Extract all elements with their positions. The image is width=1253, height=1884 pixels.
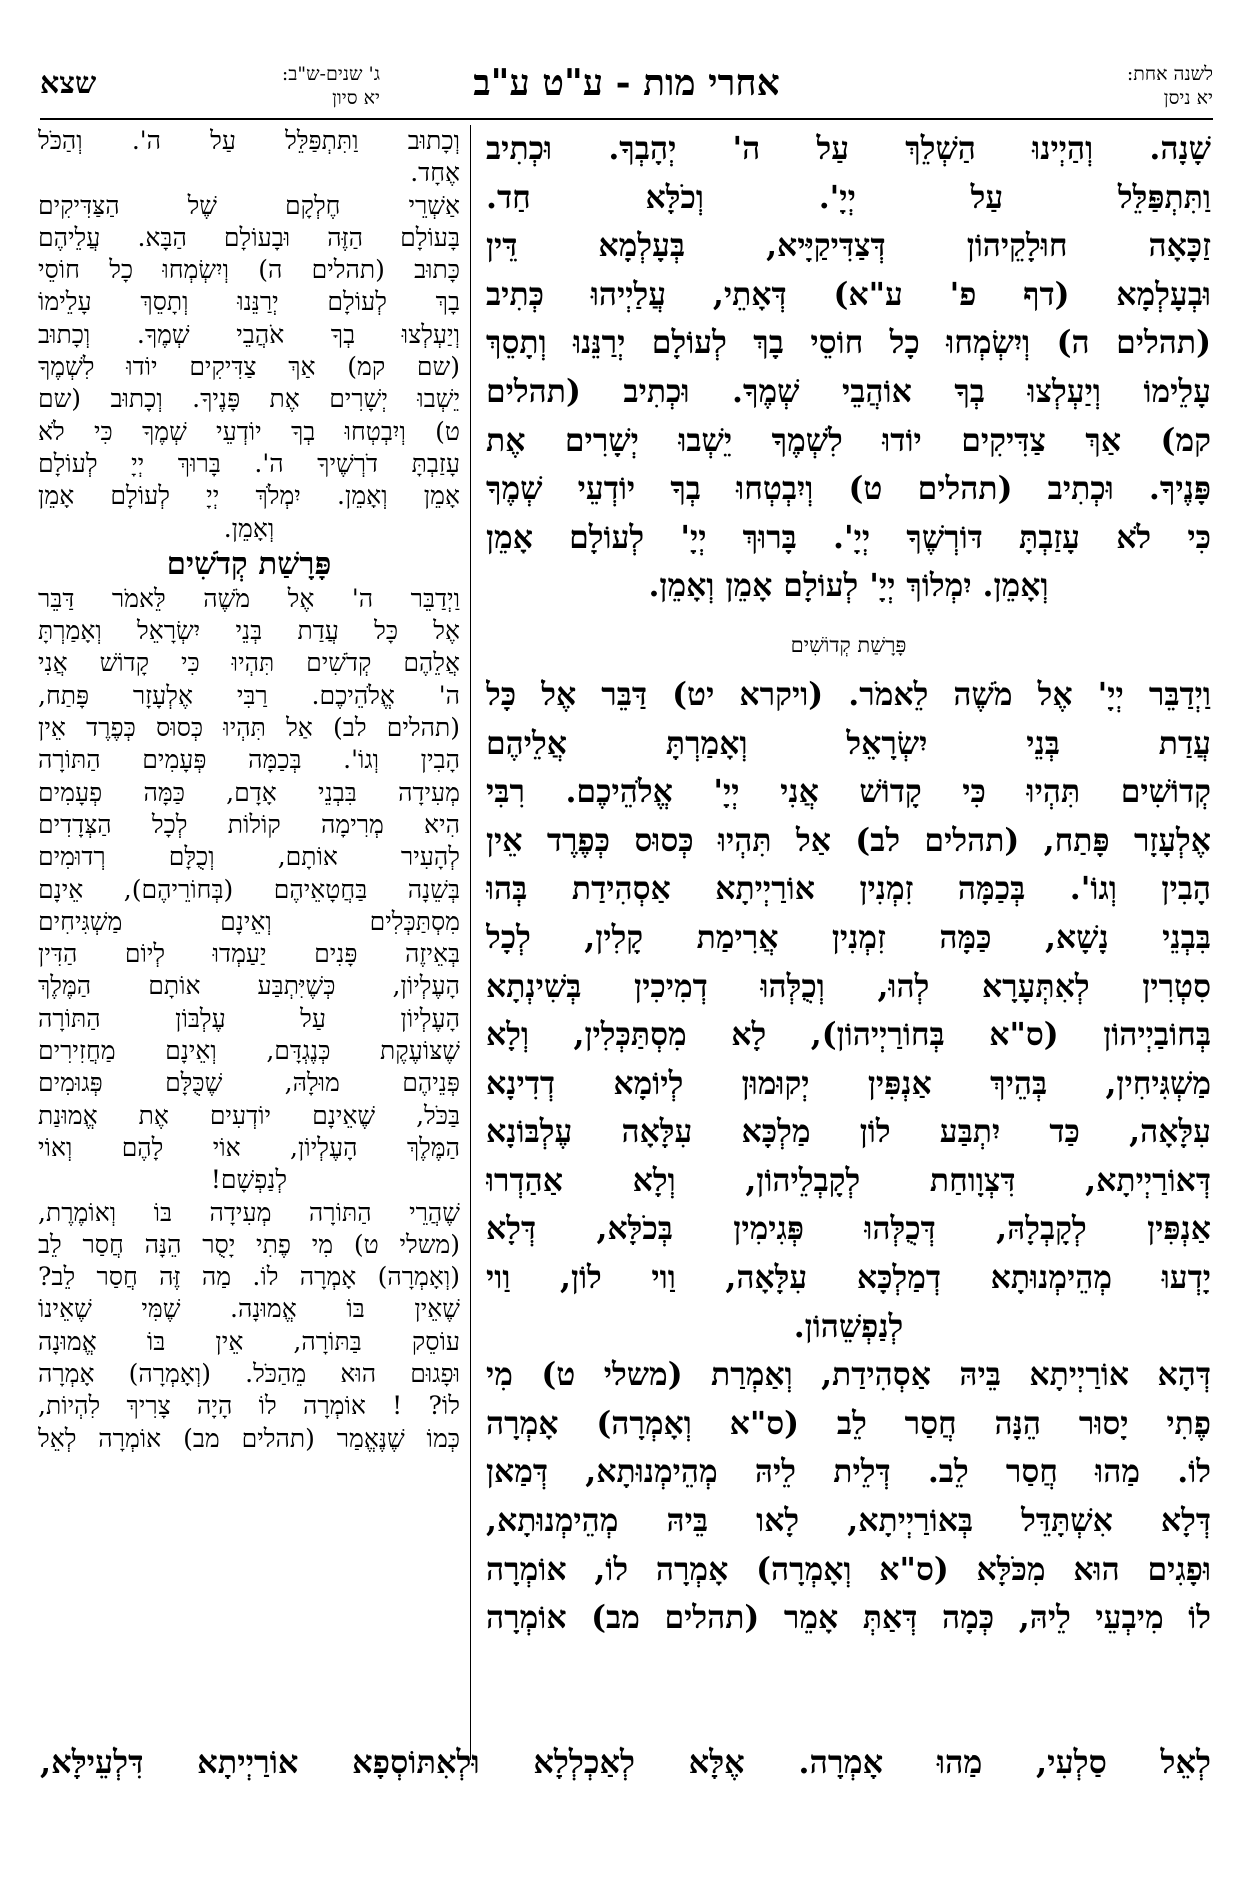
text-line: כִּי לֹא עָזַבְתָּ דּוֹרְשֶׁךָ יְיָ'. בָּרוּךְ יְיָ' לְעוֹלָם אָמֵן bbox=[486, 518, 1211, 556]
text-line: (משלי ט) מִי פֶתִי יָסֻר הֵנָּה חֲסַר לֵב bbox=[38, 1229, 460, 1259]
text-line: לְנַפְשָׁם! bbox=[210, 1165, 288, 1195]
text-line: יֵשְׁבוּ יְשָׁרִים אֶת פָּנֶיךָ. וְכָתוּב (שם bbox=[38, 384, 460, 414]
text-line: וַיְדַבֵּר יְיָ' אֶל מֹשֶׁה לֵאמֹר. (ויקרא יט) דַּבֵּר אֶל כָּל bbox=[486, 675, 1211, 713]
text-line: וַיְדַבֵּר ה' אֶל מֹשֶׁה לֵּאמֹר דַּבֵּר bbox=[38, 583, 460, 613]
text-line: שֶׁאֵין בּוֹ אֱמוּנָה. שֶׁמִּי שֶׁאֵינוֹ bbox=[38, 1294, 460, 1324]
text-line: בָךְ לְעוֹלָם יְרַנֵּנוּ וְתָסֵךְ עָלֵימוֹ bbox=[38, 287, 460, 317]
text-line: כְּמוֹ שֶׁנֶּאֱמַר (תהלים מב) אוֹמְרָה לְאֵל bbox=[38, 1423, 460, 1453]
text-line: וְיַעְלְצוּ בְךָ אֹהֲבֵי שְׁמֶךָ. וְכָתוּב bbox=[38, 319, 460, 349]
text-line: מִסְתַּכְּלִים וְאֵינָם מַשְׁגִּיחִים bbox=[38, 906, 460, 936]
text-line: הָעֶלְיוֹן עַל עֶלְבּוֹן הַתּוֹרָה bbox=[38, 1003, 460, 1033]
text-line: אַשְׁרֵי חֶלְקָם שֶׁל הַצַּדִּיקִים bbox=[38, 190, 460, 220]
text-line: מְעִידָה בִּבְנֵי אָדָם, כַּמָּה פְעָמִים bbox=[38, 777, 460, 807]
header-rule bbox=[40, 118, 1213, 120]
text-line: לוֹ. מַהוּ חֲסַר לֵב. דְּלֵית לֵיהּ מְהֵימְנוּתָא, דְּמַאן bbox=[486, 1453, 1211, 1491]
schedule-one-year-label: לשנה אחת: bbox=[1126, 63, 1213, 85]
text-line: (תהלים לב) אַל תִּהְיוּ כְּסוּס כְּפֶרֶד אֵין bbox=[38, 713, 460, 743]
text-line: (שם קמ) אַךְ צַדִּיקִים יוֹדוּ לִשְׁמֶךָ bbox=[38, 352, 460, 382]
schedule-three-years-label: ג' שנים-ש"ב: bbox=[281, 63, 380, 85]
text-line: אֶל כָּל עֲדַת בְּנֵי יִשְׂרָאֵל וְאָמַרְתָּ bbox=[38, 616, 460, 646]
text-line: עִלָּאָה, כַּד יִתְבַּע לוֹן מַלְכָּא עִלָּאָה עֶלְבּוֹנָא bbox=[486, 1113, 1211, 1151]
text-line: אַנְפִּין לְקָבְלָהּ, דְּכֻלְּהוּ פְּגִימִין בְּכֹלָּא, דְּלָא bbox=[486, 1210, 1211, 1248]
text-line: בְּשֵׁנָה בַּחֲטָאֵיהֶם (בְּחוֹרֵיהֶם), אֵינָם bbox=[38, 874, 460, 904]
text-line: שֶׁצּוֹעֶקֶת כְּנֶגְדָּם, וְאֵינָם מַחֲזִירִים bbox=[38, 1036, 460, 1066]
section-title: פָּרָשַׁת קְדֹשִׁים bbox=[166, 545, 332, 582]
text-line: פְּנֵיהֶם מוּלָהּ, שֶׁכֻּלָּם פְּגוּמִים bbox=[38, 1068, 460, 1098]
text-line: וְאָמֵן. bbox=[223, 513, 275, 543]
schedule-one-year-date: יא ניסן bbox=[1163, 87, 1213, 109]
text-line: הַמֶּלֶךְ הָעֶלְיוֹן, אוֹי לָהֶם וְאוֹי bbox=[38, 1132, 460, 1162]
text-line: עָלֵימוֹ וְיַעְלְצוּ בְךָ אוֹהֲבֵי שְׁמֶךָ. וּכְתִיב (תהלים bbox=[486, 372, 1211, 410]
text-line: דְּהָא אוֹרַיְיתָא בֵּיהּ אַסְהִידַת, וְאַמְרַת (משלי ט) מִי bbox=[486, 1356, 1211, 1394]
text-line: פֶתִי יָסוּר הֵנָּה חֲסַר לֵב (ס"א וְאָמְרָה) אָמְרָה bbox=[486, 1404, 1211, 1442]
bottom-full-width-line: לְאֵל סַלְעִי, מַהוּ אָמְרָה. אֶלָּא לְאַכְלְלָא וּלְאִתּוֹסְפָא אוֹרַיְיתָא דִּלְעֵילָּא, bbox=[40, 1743, 1211, 1781]
text-line: בְּחוֹבַיְיהוֹן (ס"א בְּחוֹרַיְיהוֹן), לָא מִסְתַּכְּלִין, וְלָא bbox=[486, 1016, 1211, 1054]
text-line: הָעֶלְיוֹן, כְּשֶׁיִּתְבַּע אוֹתָם הַמֶּלֶךְ bbox=[38, 971, 460, 1001]
translation-column bbox=[38, 125, 460, 1745]
text-line: (וְאָמְרָה) אָמְרָה לוֹ. מַה זֶּה חֲסַר לֵב? bbox=[38, 1262, 460, 1292]
text-line: עֲדַת בְּנֵי יִשְׂרָאֵל וְאָמַרְתָּ אֲלֵיהֶם bbox=[486, 724, 1211, 762]
text-line: כָּתוּב (תהלים ה) וְיִשְׂמְחוּ כָל חוֹסֵי bbox=[38, 255, 460, 285]
text-line: אֶלְעָזָר פָּתַח, (תהלים לב) אַל תִּהְיוּ כְּסוּס כְּפֶרֶד אֵין bbox=[486, 821, 1211, 859]
text-line: לוֹ? ! אוֹמְרָה לוֹ הָיָה צָרִיךְ לִהְיוֹת, bbox=[38, 1391, 460, 1421]
text-line: בַּכֹּל, שֶׁאֵינָם יוֹדְעִים אֶת אֱמוּנַת bbox=[38, 1100, 460, 1130]
text-line: (תהלים ה) וְיִשְׂמְחוּ כָל חוֹסֵי בָךְ לְעוֹלָם יְרַנֵּנוּ וְתָסֵךְ bbox=[486, 324, 1211, 362]
text-line: בָּעוֹלָם הַזֶּה וּבָעוֹלָם הַבָּא. עֲלֵיהֶם bbox=[38, 222, 460, 252]
text-line: דְּלָא אִשְׁתָּדֵּל בְּאוֹרַיְיתָא, לָאו בֵּיהּ מְהֵימְנוּתָא, bbox=[486, 1502, 1211, 1540]
text-line: קְדוֹשִׁים תִּהְיוּ כִּי קָדוֹשׁ אֲנִי יְיָ' אֱלֹהֵיכֶם. רִבִּי bbox=[486, 773, 1211, 811]
text-line: דְּאוֹרַיְיתָא, דִּצְוָוחַת לְקָבְלֵיהוֹן, וְלָא אַהַדְרוּ bbox=[486, 1161, 1211, 1199]
text-line: קמ) אַךְ צַדִּיקִים יוֹדוּ לִשְׁמֶךָ יֵשְׁבוּ יְשָׁרִים אֶת bbox=[486, 421, 1211, 459]
text-line: יָדְעוּ מְהֵימְנוּתָא דְמַלְכָּא עִלָּאָה, וַוי לוֹן, וַוי bbox=[486, 1259, 1211, 1297]
text-line: מַשְׁגִּיחִין, בְּהֵיךְ אַנְפִּין יְקוּמוּן לְיוֹמָא דְדִינָא bbox=[486, 1064, 1211, 1102]
column-divider bbox=[470, 125, 471, 1760]
text-line: שֶׁהֲרֵי הַתּוֹרָה מְעִידָה בּוֹ וְאוֹמֶרֶת, bbox=[38, 1197, 460, 1227]
text-line: פָּנֶיךָ. וּכְתִיב (תהלים ט) וְיִבְטְחוּ בְךָ יוֹדְעֵי שְׁמֶךָ bbox=[486, 470, 1211, 508]
text-line: אֲלֵהֶם קְדֹשִׁים תִּהְיוּ כִּי קָדוֹשׁ אֲנִי bbox=[38, 648, 460, 678]
text-line: וּבְעָלְמָא (דף פ' ע"א) דְּאָתֵי, עֲלַיְיהוּ כְּתִיב bbox=[486, 275, 1211, 313]
text-line: אֶחָד. bbox=[410, 158, 460, 188]
text-line: וְאָמֵן. יִמְלוֹךְ יְיָ' לְעוֹלָם אָמֵן וְאָמֵן. bbox=[648, 567, 1049, 605]
text-line: עוֹסֵק בַּתּוֹרָה, אֵין בּוֹ אֱמוּנָה bbox=[38, 1326, 460, 1356]
text-line: עָזַבְתָּ דֹרְשֶׁיךָ ה'. בָּרוּךְ יְיָ לְעוֹלָם bbox=[38, 448, 460, 478]
text-line: וּפָגוּם הוּא מֵהַכֹּל. (וְאָמְרָה) אָמְרָה bbox=[38, 1358, 460, 1388]
main-column bbox=[486, 125, 1211, 1745]
text-line: לוֹ מִיבְעֵי לֵיהּ, כְּמָה דְּאַתְּ אָמֵר (תהלים מב) אוֹמְרָה bbox=[486, 1599, 1211, 1637]
text-line: וַתִּתְפַּלֵּל עַל יְיָ'. וְכֹלָּא חַד. bbox=[486, 178, 1211, 216]
text-line: בִּבְנֵי נָשָׁא, כַּמָּה זִמְנִין אֲרִימַת קָלִין, לְכָל bbox=[486, 918, 1211, 956]
text-line: בְּאֵיזֶה פָּנִים יַעַמְדוּ לְיוֹם הַדִּין bbox=[38, 939, 460, 969]
text-line: סִטְרִין לְאִתְּעָרָא לְהוּ, וְכֻלְּהוּ דְמִיכִין בְּשִׁינְתָא bbox=[486, 967, 1211, 1005]
text-line: וּפָגִים הוּא מִכֹּלָּא (ס"א וְאָמְרָה) אָמְרָה לוֹ, אוֹמְרָה bbox=[486, 1550, 1211, 1588]
text-line: אָמֵן וְאָמֵן. יִמְלֹךְ יְיָ לְעוֹלָם אָמֵן bbox=[38, 481, 460, 511]
text-line: שָׁנָה. וְהַיְינוּ הַשְׁלֵךְ עַל ה' יְהָבְךָ. וּכְתִיב bbox=[486, 130, 1211, 167]
text-line: וְכָתוּב וַתִּתְפַּלֵּל עַל ה'. וְהַכֹּל bbox=[38, 126, 460, 155]
schedule-three-years bbox=[160, 62, 380, 110]
page-header bbox=[40, 60, 1213, 116]
text-line: הִיא מְרִימָה קוֹלוֹת לְכָל הַצְּדָדִים bbox=[38, 809, 460, 839]
text-line: לְהָעִיר אוֹתָם, וְכֻלָּם רְדוּמִים bbox=[38, 842, 460, 872]
text-line: הָבִין וְגוֹ'. בְּכַמָּה פְּעָמִים הַתּוֹרָה bbox=[38, 745, 460, 775]
page-title: אחרי מות - ע"ט ע"ב bbox=[473, 62, 780, 104]
text-line: ה' אֱלֹהֵיכֶם. רַבִּי אֶלְעָזָר פָּתַח, bbox=[38, 680, 460, 710]
text-line: זַכָּאָה חוּלָקֵיהוֹן דְּצַדִּיקַיָּיא, בְּעָלְמָא דֵּין bbox=[486, 227, 1211, 265]
text-line: לְנַפְשֵׁהוֹן. bbox=[793, 1307, 904, 1345]
page-number: שצא bbox=[40, 66, 97, 101]
text-line: הָבִין וְגוֹ'. בְּכַמָּה זִמְנִין אוֹרַיְיתָא אַסְהִידַת בְּהוּ bbox=[486, 870, 1211, 908]
schedule-three-years-date: יא סיון bbox=[332, 87, 380, 109]
section-title: פָּרָשַׁת קְדוֹשִׁים bbox=[790, 632, 907, 657]
text-line: ט) וְיִבְטְחוּ בְךָ יוֹדְעֵי שְׁמֶךָ כִּי לֹא bbox=[38, 416, 460, 446]
